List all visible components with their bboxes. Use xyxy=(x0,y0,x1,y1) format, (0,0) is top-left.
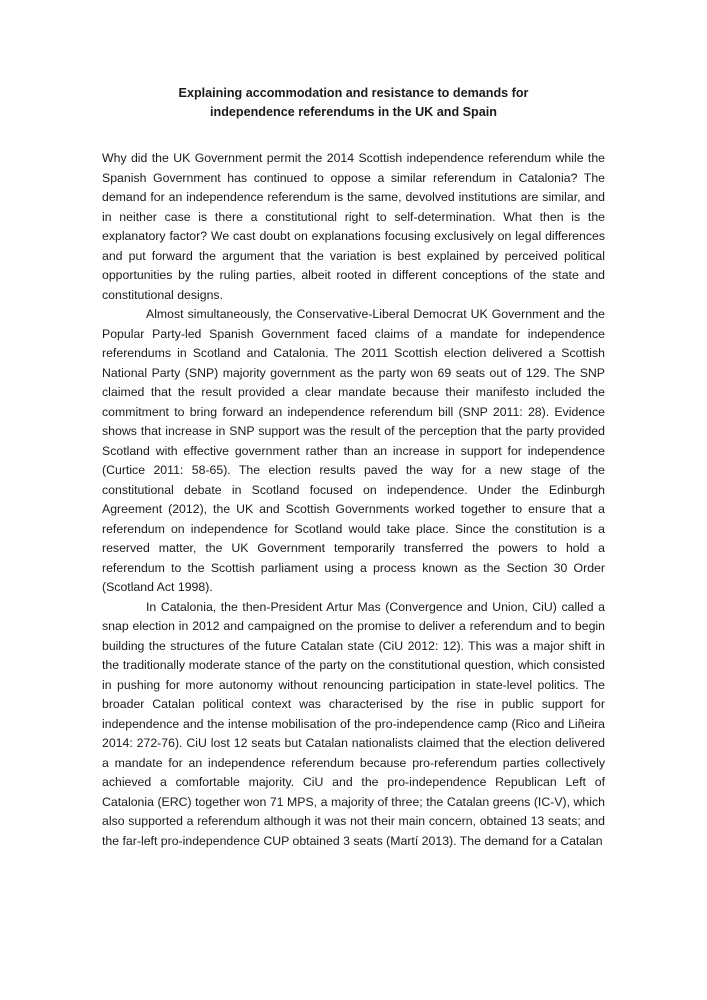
paragraph-2: Almost simultaneously, the Conservative-Liberal Democrat UK Government and the Popular Party-led Spanish Government faced claims of a mandate for independence referendums in Scotland and Catalonia. The 2011 Scottish election delivered a Scottish National Party (SNP) majority government as the party won 69 seats out of 129. The SNP claimed that the result provided a clear mandate because their manifesto included the commitment to bring forward an independence referendum bill (SNP 2011: 28). Evidence shows that increase in SNP support was the result of the perception that the party provided Scotland with effective government rather than an increase in support for independence (Curtice 2011: 58-65). The election results paved the way for a new stage of the constitutional debate in Scotland focused on independence. Under the Edinburgh Agreement (2012), the UK and Scottish Governments worked together to ensure that a referendum on independence for Scotland would take place. Since the constitution is a reserved matter, the UK Government temporarily transferred the powers to hold a referendum to the Scottish parliament using a process known as the Section 30 Order (Scotland Act 1998). xyxy=(102,307,605,594)
document-page xyxy=(102,84,605,851)
title-line-2: independence referendums in the UK and Spain xyxy=(210,105,497,119)
document-title xyxy=(102,84,605,122)
paragraph-1: Why did the UK Government permit the 2014 Scottish independence referendum while the Spanish Government has continued to oppose a similar referendum in Catalonia? The demand for an independence referendum is the same, devolved institutions are similar, and in neither case is there a constitutional right to self-determination. What then is the explanatory factor? We cast doubt on explanations focusing exclusively on legal differences and put forward the argument that the variation is best explained by perceived political opportunities by the ruling parties, albeit rooted in different conceptions of the state and constitutional designs. xyxy=(102,151,605,302)
title-line-1: Explaining accommodation and resistance to demands for xyxy=(178,86,529,100)
paragraph-3: In Catalonia, the then-President Artur Mas (Convergence and Union, CiU) called a snap election in 2012 and campaigned on the promise to deliver a referendum and to begin building the structures of the future Catalan state (CiU 2012: 12). This was a major shift in the traditionally moderate stance of the party on the constitutional question, which consisted in pushing for more autonomy without renouncing participation in state-level politics. The broader Catalan political context was characterised by the rise in public support for independence and the intense mobilisation of the pro-independence camp (Rico and Liñeira 2014: 272-76). CiU lost 12 seats but Catalan nationalists claimed that the election delivered a mandate for an independence referendum because pro-referendum parties collectively achieved a comfortable majority. CiU and the pro-independence Republican Left of Catalonia (ERC) together won 71 MPS, a majority of three; the Catalan greens (IC-V), which also supported a referendum although it was not their main concern, obtained 13 seats; and the far-left pro-independence CUP obtained 3 seats (Martí 2013). The demand for a Catalan xyxy=(102,599,605,848)
